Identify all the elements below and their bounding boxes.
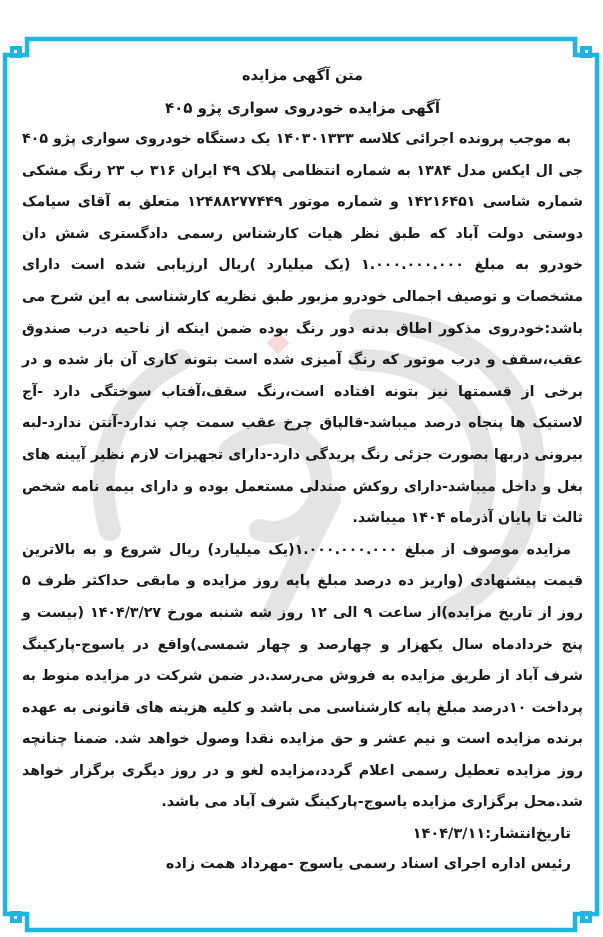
notice-subtitle: آگهی مزایده خودروی سواری پژو ۴۰۵ [164, 99, 441, 117]
publish-date: تاریخ‌انتشار:۱۴۰۴/۳/۱۱ [412, 826, 571, 843]
auction-terms-paragraph: مزایده موصوف از مبلغ ۱.۰۰۰.۰۰۰.۰۰۰(یک میلیارد) ریال شروع و به بالاترین قیمت پیشنهادی (واریز ده درصد مبلغ پایه روز مزایده و مابقی حداکثر ظرف ۵ روز از تاریخ مزایده)از ساعت ۹ الی ۱۲ روز شه شنبه مورخ ۱۴۰۴/۳/۲۷ (بیست و پنج خردادماه سال یکهزار و چهارصد و چهار شمسی)واقع در یاسوج-پارکینگ شرف آباد از طریق مزایده به فروش می‌رسد.در ضمن شرکت در مزایده منوط به پرداخت ۱۰درصد مبلغ پایه کارشناسی می باشد و کلیه هزینه های قانونی به عهده برنده مزایده است و نیم عشر و حق مزایده نقدا وصول خواهد شد. ضمنا چنانچه روز مزایده تعطیل رسمی اعلام گردد،مزایده لغو و در روز دیگری برگزار خواهد شد.محل برگزاری مزایده یاسوج-پارکینگ شرف آباد می باشد. [22, 541, 584, 811]
notice-title: متن آگهی مزایده [241, 68, 364, 84]
auction-notice [22, 60, 583, 879]
vehicle-description-paragraph: به موجب پرونده اجرائی کلاسه ۱۴۰۳۰۱۳۳۳ یک دستگاه خودروی سواری پژو ۴۰۵ جی ال ایکس مدل ۱۳۸۴ به شماره انتظامی پلاک ۴۹ ایران ۳۱۶ ب ۲۳ رنگ مشکی شماره شاسی ۱۴۲۱۶۴۵۱ و شماره موتور ۱۲۴۸۸۲۷۷۴۴۹ متعلق به آقای سیامک دوستی دولت آباد که طبق نظر هیات کارشناس رسمی دادگستری شش دان خودرو به مبلغ ۱.۰۰۰.۰۰۰.۰۰۰ (یک میلیارد )ریال ارزیابی شده است دارای مشخصات و توصیف اجمالی خودرو مزبور طبق نظریه کارشناسی به این شرح می باشد:خودروی مذکور اطاق بدنه دور رنگ بوده ضمن اینکه از ناحیه درب صندوق عقب،سقف و درب موتور که رنگ آمیزی شده است بتونه کاری آن باز شده و در برخی از قسمتها نیز بتونه افتاده است،رنگ سقف،آفتاب سوختگی دارد -آج لاستیک ها پنجاه درصد میباشد-قالپاق چرخ عقب سمت چپ ندارد-آنتن ندارد-لبه بیرونی دربها بصورت جزئی رنگ پریدگی دارد-دارای تجهیزات لازم نظیر آیینه های بغل و داخل میباشد-دارای روکش صندلی مستعمل بوده و دارای بیمه نامه شخص ثالث تا پایان آذرماه ۱۴۰۴ میباشد. [22, 131, 584, 527]
signature: رئیس اداره اجرای اسناد رسمی یاسوج -مهرداد همت زاده [165, 856, 571, 873]
